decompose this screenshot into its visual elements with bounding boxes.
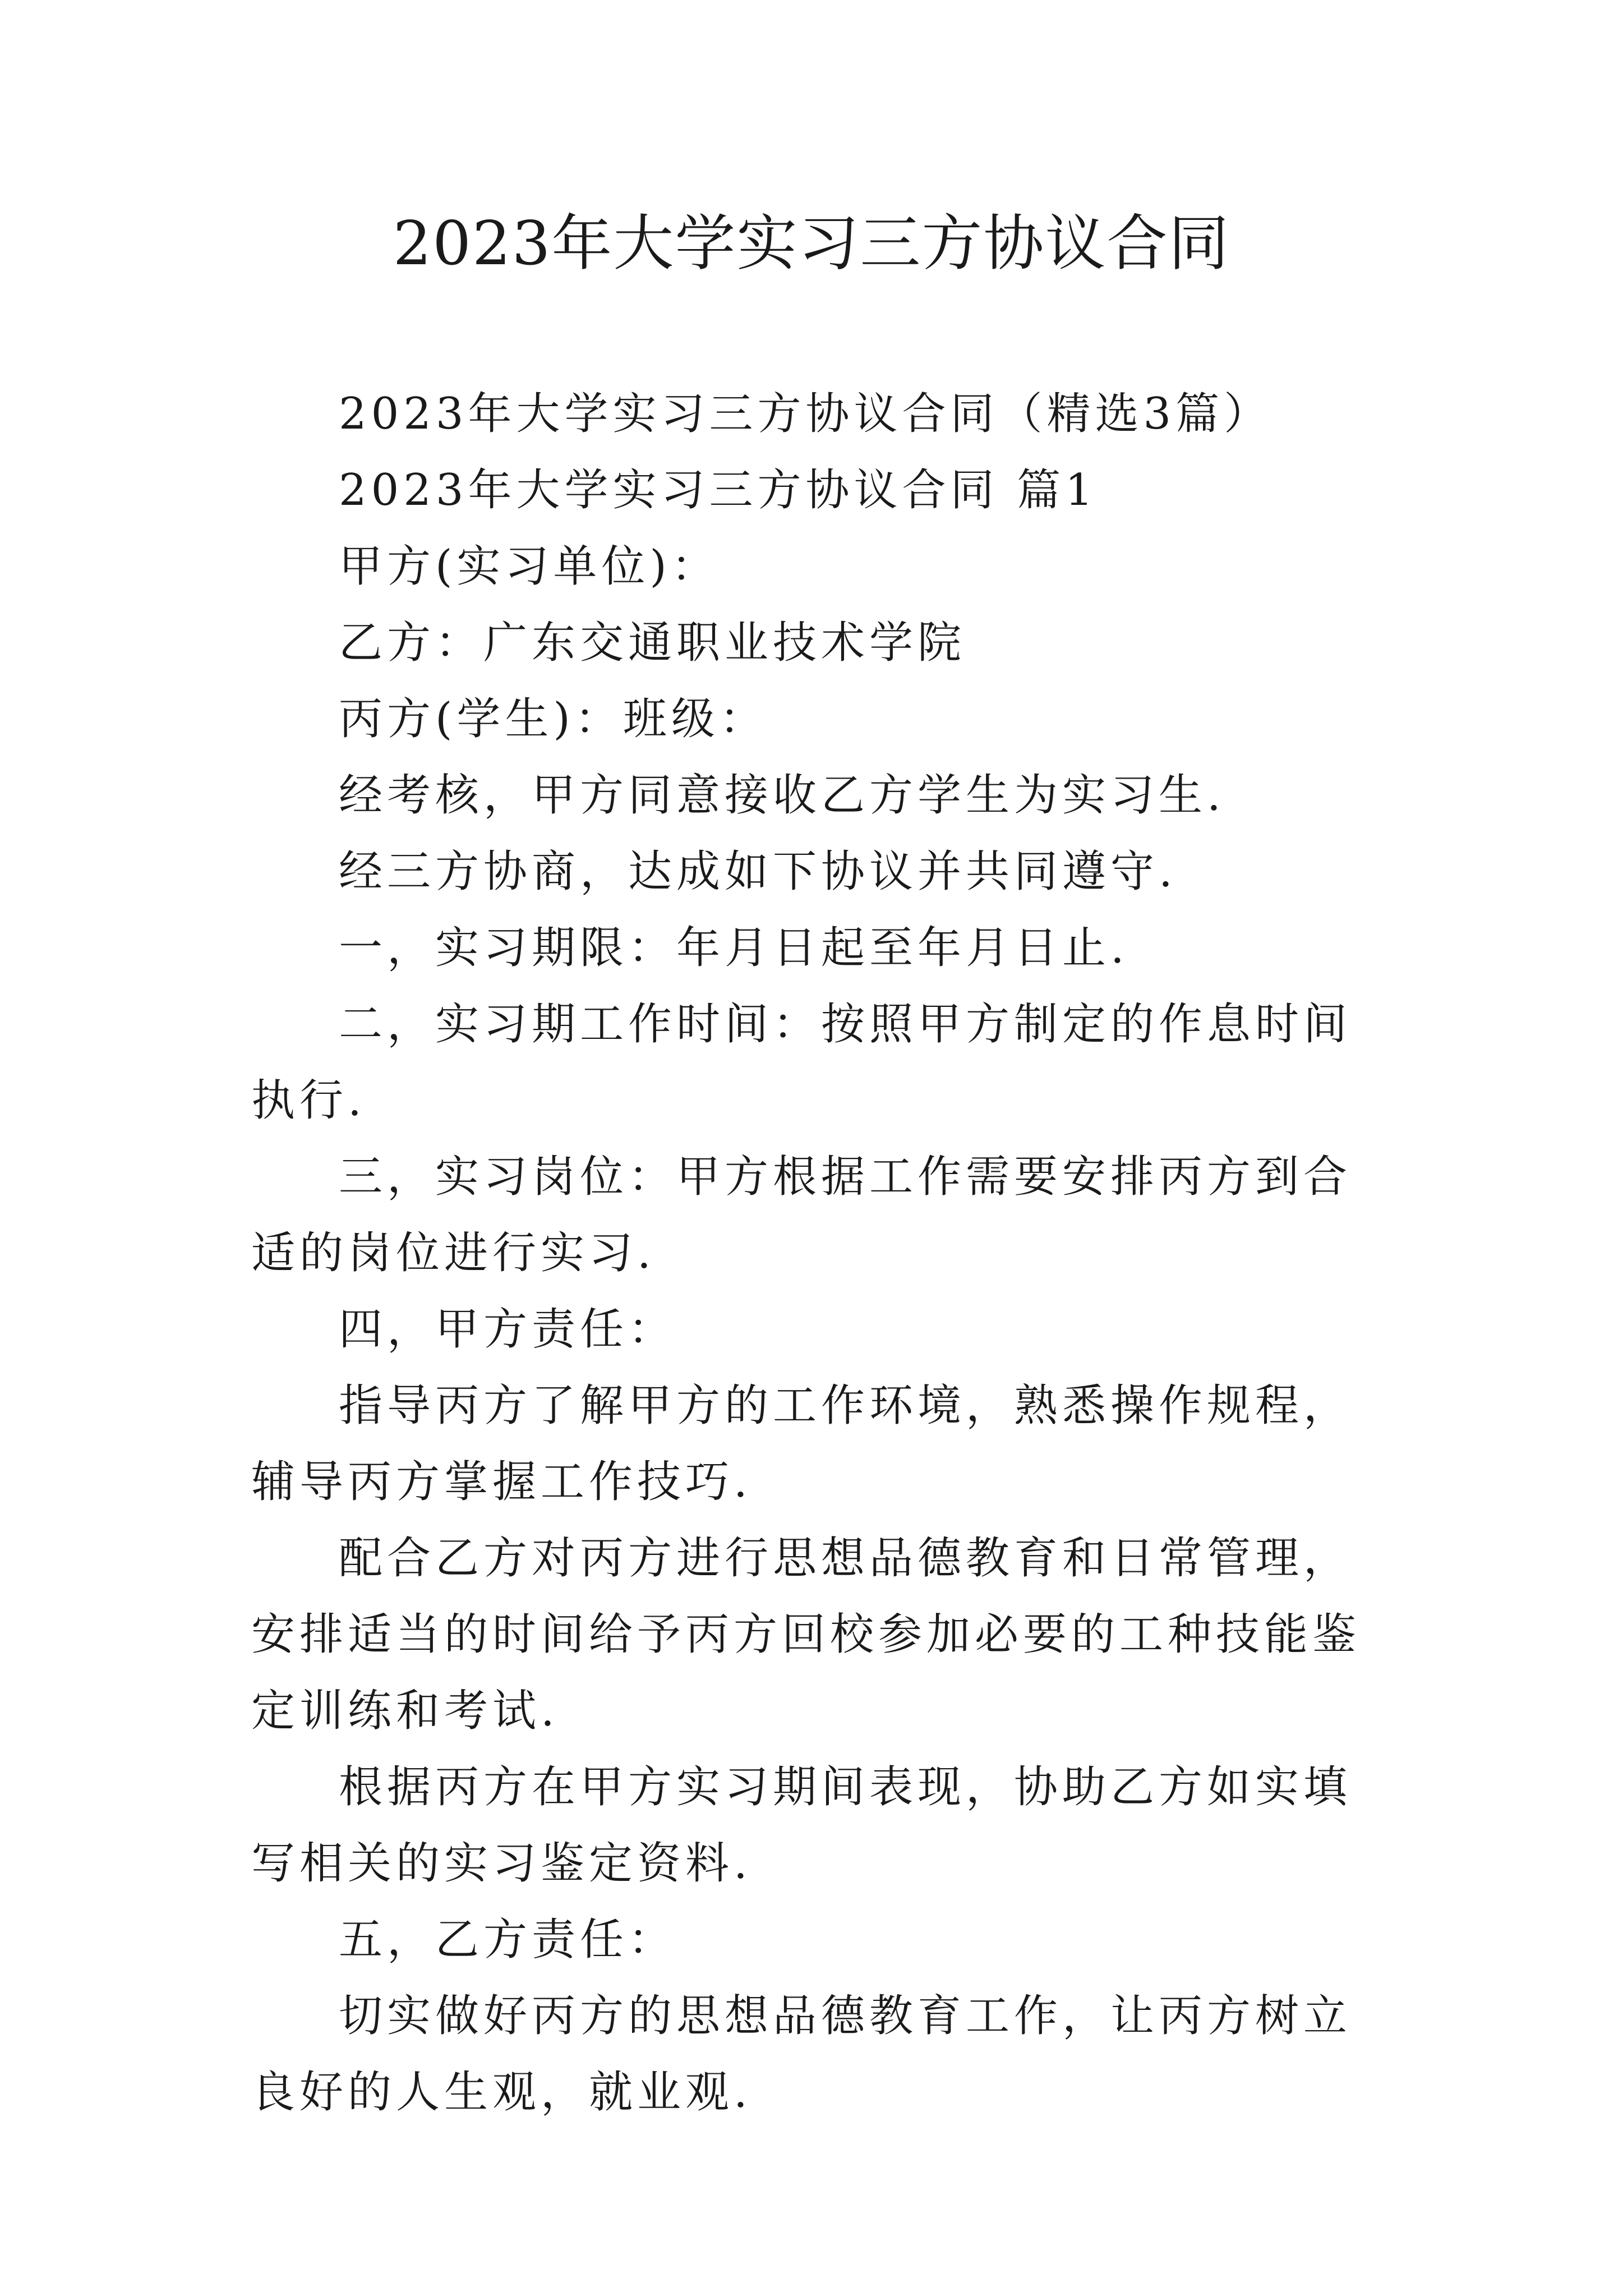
paragraph-clause-4-item-3: 根据丙方在甲方实习期间表现，协助乙方如实填写相关的实习鉴定资料.: [251, 1762, 1352, 1889]
paragraph-clause-5-item-1: 切实做好丙方的思想品德教育工作，让丙方树立良好的人生观，就业观.: [251, 1991, 1352, 2118]
document-title: 2023年大学实习三方协议合同: [393, 209, 1230, 279]
paragraph-party-b: 乙方：广东交通职业技术学院: [339, 618, 966, 668]
paragraph-clause-4-item-1: 指导丙方了解甲方的工作环境，熟悉操作规程，辅导丙方掌握工作技巧.: [251, 1381, 1352, 1507]
paragraph-clause-5-heading: 五，乙方责任：: [339, 1915, 677, 1965]
paragraph-clause-2: 二，实习期工作时间：按照甲方制定的作息时间执行.: [251, 999, 1352, 1126]
paragraph-subtitle: 2023年大学实习三方协议合同（精选3篇）: [339, 389, 1272, 439]
paragraph-agreement: 经三方协商，达成如下协议并共同遵守.: [339, 846, 1177, 897]
paragraph-clause-3: 三，实习岗位：甲方根据工作需要安排丙方到合适的岗位进行实习.: [251, 1152, 1352, 1278]
paragraph-clause-1: 一，实习期限：年月日起至年月日止.: [339, 923, 1129, 973]
paragraph-clause-4-item-2: 配合乙方对丙方进行思想品德教育和日常管理，安排适当的时间给予丙方回校参加必要的工种技能鉴定训练和考试.: [251, 1533, 1361, 1736]
paragraph-assessment: 经考核，甲方同意接收乙方学生为实习生.: [339, 770, 1225, 821]
document-body: [251, 376, 1390, 2131]
paragraph-section-heading: 2023年大学实习三方协议合同 篇1: [339, 465, 1098, 516]
paragraph-clause-4-heading: 四，甲方责任：: [339, 1304, 677, 1355]
paragraph-party-a: 甲方(实习单位)：: [339, 541, 720, 592]
paragraph-party-c: 丙方(学生)：班级：: [339, 694, 768, 744]
